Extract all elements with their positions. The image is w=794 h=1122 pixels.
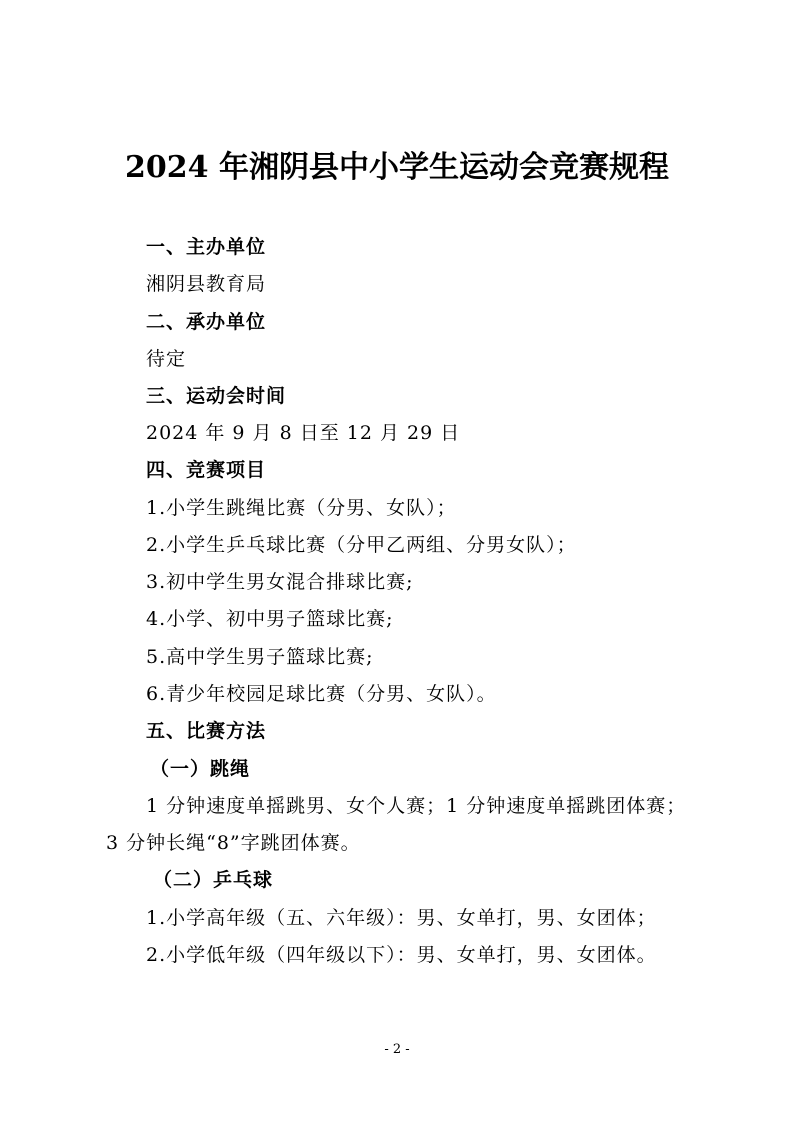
section-heading-host: 二、承办单位 (146, 311, 267, 333)
event-item: 2.小学生乒乓球比赛（分甲乙两组、分男女队）； (146, 534, 577, 556)
section-heading-time: 三、运动会时间 (146, 385, 287, 407)
section-heading-methods: 五、比赛方法 (146, 720, 267, 742)
rope-text-line: 3 分钟长绳“8”字跳团体赛。 (106, 832, 361, 854)
event-item: 3.初中学生男女混合排球比赛; (146, 571, 414, 593)
subsection-heading-rope: （一）跳绳 (150, 758, 251, 780)
section-heading-organizer: 一、主办单位 (146, 236, 267, 258)
pingpong-item: 1.小学高年级（五、六年级）：男、女单打，男、女团体； (146, 907, 657, 929)
host-text: 待定 (146, 348, 187, 370)
subsection-heading-pingpong: （二）乒乓球 (153, 869, 274, 891)
event-item: 6.青少年校园足球比赛（分男、女队）。 (146, 683, 497, 705)
page-number: - 2 - (384, 1042, 410, 1057)
pingpong-item: 2.小学低年级（四年级以下）：男、女单打，男、女团体。 (146, 944, 657, 966)
section-heading-events: 四、竞赛项目 (146, 459, 267, 481)
event-item: 1.小学生跳绳比赛（分男、女队）； (146, 497, 457, 519)
organizer-text: 湘阴县教育局 (146, 273, 267, 295)
rope-text-line: 1 分钟速度单摇跳男、女个人赛；1 分钟速度单摇跳团体赛； (146, 795, 687, 817)
event-item: 5.高中学生男子篮球比赛; (146, 646, 374, 668)
event-item: 4.小学、初中男子篮球比赛; (146, 608, 394, 630)
document-title: 2024 年湘阴县中小学生运动会竞赛规程 (125, 150, 669, 185)
time-text: 2024 年 9 月 8 日至 12 月 29 日 (146, 422, 461, 444)
